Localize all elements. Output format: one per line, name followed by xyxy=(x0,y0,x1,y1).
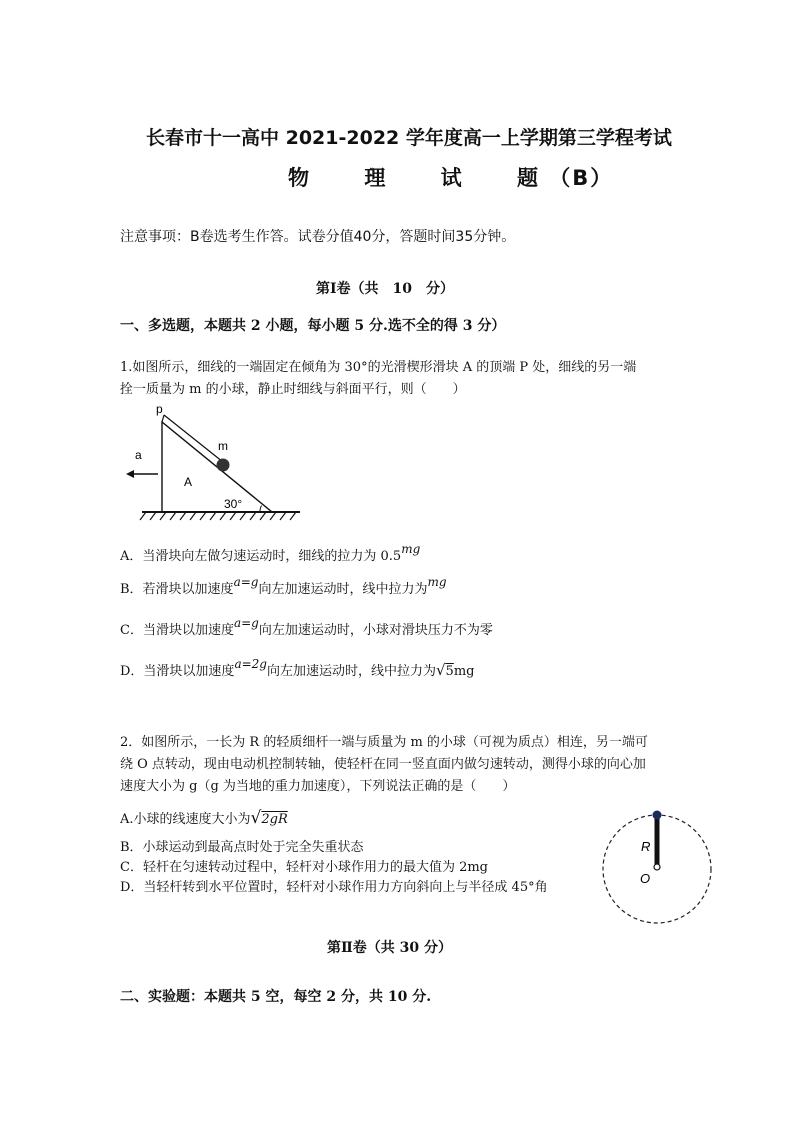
pivot-o xyxy=(654,864,660,870)
q2-stem-line2: 绕 O 点转动，现由电动机控制转轴，使轻杆在同一竖直面内做匀速转动，测得小球的向心加 xyxy=(120,757,646,772)
subject-char-4: 题 xyxy=(516,166,540,190)
q2-option-a xyxy=(120,808,288,828)
label-block-A: A xyxy=(184,475,193,489)
q2-option-b: B．小球运动到最高点时处于完全失重状态 xyxy=(120,840,364,855)
q2-option-d: D．当轻杆转到水平位置时，轻杆对小球作用力方向斜向上与半径成 45°角 xyxy=(120,880,548,895)
part2-heading: 第Ⅱ卷（共 30 分） xyxy=(327,940,453,956)
sqrt-icon: √ xyxy=(435,661,446,679)
label-angle: 30° xyxy=(224,497,243,511)
q1-option-a-text: A．当滑块向左做匀速运动时，细线的拉力为 0.5 xyxy=(120,549,402,564)
subject-char-3: 试 xyxy=(440,166,464,190)
q1-option-c-post: 向左加速运动时，小球对滑块压力不为零 xyxy=(258,623,493,638)
q1-option-d-math: a=2g xyxy=(234,657,267,671)
q1-option-d-radicand: 5 xyxy=(445,664,454,679)
q1-option-d-post: 向左加速运动时，线中拉力为 xyxy=(266,664,436,679)
string-line xyxy=(164,415,223,462)
q1-option-b-math: a=g xyxy=(233,575,259,589)
q1-stem-line1: 1.如图所示，细线的一端固定在倾角为 30°的光滑楔形滑块 A 的顶端 P 处，细线的另一端 xyxy=(120,360,637,375)
label-r: R xyxy=(641,839,651,854)
q1-option-b-pre: B．若滑块以加速度 xyxy=(120,582,234,597)
q2-stem-line3: 速度大小为 g（g 为当地的重力加速度），下列说法正确的是（ ） xyxy=(120,779,516,794)
rod xyxy=(655,815,660,867)
q1-wedge-figure xyxy=(112,402,312,528)
q1-option-c-math: a=g xyxy=(233,616,259,630)
part2-section-title: 二、实验题：本题共 5 空，每空 2 分，共 10 分. xyxy=(120,989,432,1005)
q1-stem-line2: 拴一质量为 m 的小球，静止时细线与斜面平行，则（ ） xyxy=(120,382,466,397)
label-m: m xyxy=(218,439,228,453)
label-o: O xyxy=(640,871,651,886)
q2-option-a-pre: A.小球的线速度大小为 xyxy=(120,812,251,827)
sqrt-icon: √ xyxy=(250,808,262,828)
q1-option-d-pre: D．当滑块以加速度 xyxy=(120,664,235,679)
q1-option-b xyxy=(120,575,447,597)
exam-title: 长春市十一高中 2021-2022 学年度高一上学期第三学程考试 xyxy=(146,127,672,149)
part1-heading: 第Ⅰ卷（共 10 分） xyxy=(316,281,455,297)
q2-option-c: C．轻杆在匀速转动过程中，轻杆对小球作用力的最大值为 2mg xyxy=(120,860,488,875)
q2-option-a-radicand: 2gR xyxy=(261,812,288,827)
q1-option-a xyxy=(120,542,421,564)
label-a: a xyxy=(135,448,142,462)
ball-top xyxy=(653,811,662,820)
q1-option-c-pre: C．当滑块以加速度 xyxy=(120,623,234,638)
part1-section-title: 一、多选题，本题共 2 小题，每小题 5 分.选不全的得 3 分） xyxy=(120,318,506,334)
subject-char-1: 物 xyxy=(288,166,311,190)
ground-hatch xyxy=(140,512,296,520)
exam-notice: 注意事项：B卷选考生作答。试卷分值40分，答题时间35分钟。 xyxy=(120,229,516,245)
arrow-head-icon xyxy=(126,470,134,478)
q1-option-b-post: 向左加速运动时，线中拉力为 xyxy=(258,582,428,597)
q1-option-b-math2: mg xyxy=(427,575,447,589)
subject-char-2: 理 xyxy=(364,166,388,190)
q1-option-c xyxy=(120,616,493,638)
subject-suffix: （B） xyxy=(549,166,614,190)
q1-option-d-tail: mg xyxy=(453,664,475,679)
q2-stem-line1: 2．如图所示，一长为 R 的轻质细杆一端与质量为 m 的小球（可视为质点）相连，另一端可 xyxy=(120,735,648,750)
q1-option-a-math: mg xyxy=(401,542,421,556)
q1-option-d xyxy=(120,657,475,679)
label-p: p xyxy=(156,402,163,416)
ball xyxy=(217,459,230,472)
q2-circle-figure xyxy=(600,805,720,927)
subject-title xyxy=(288,162,613,192)
